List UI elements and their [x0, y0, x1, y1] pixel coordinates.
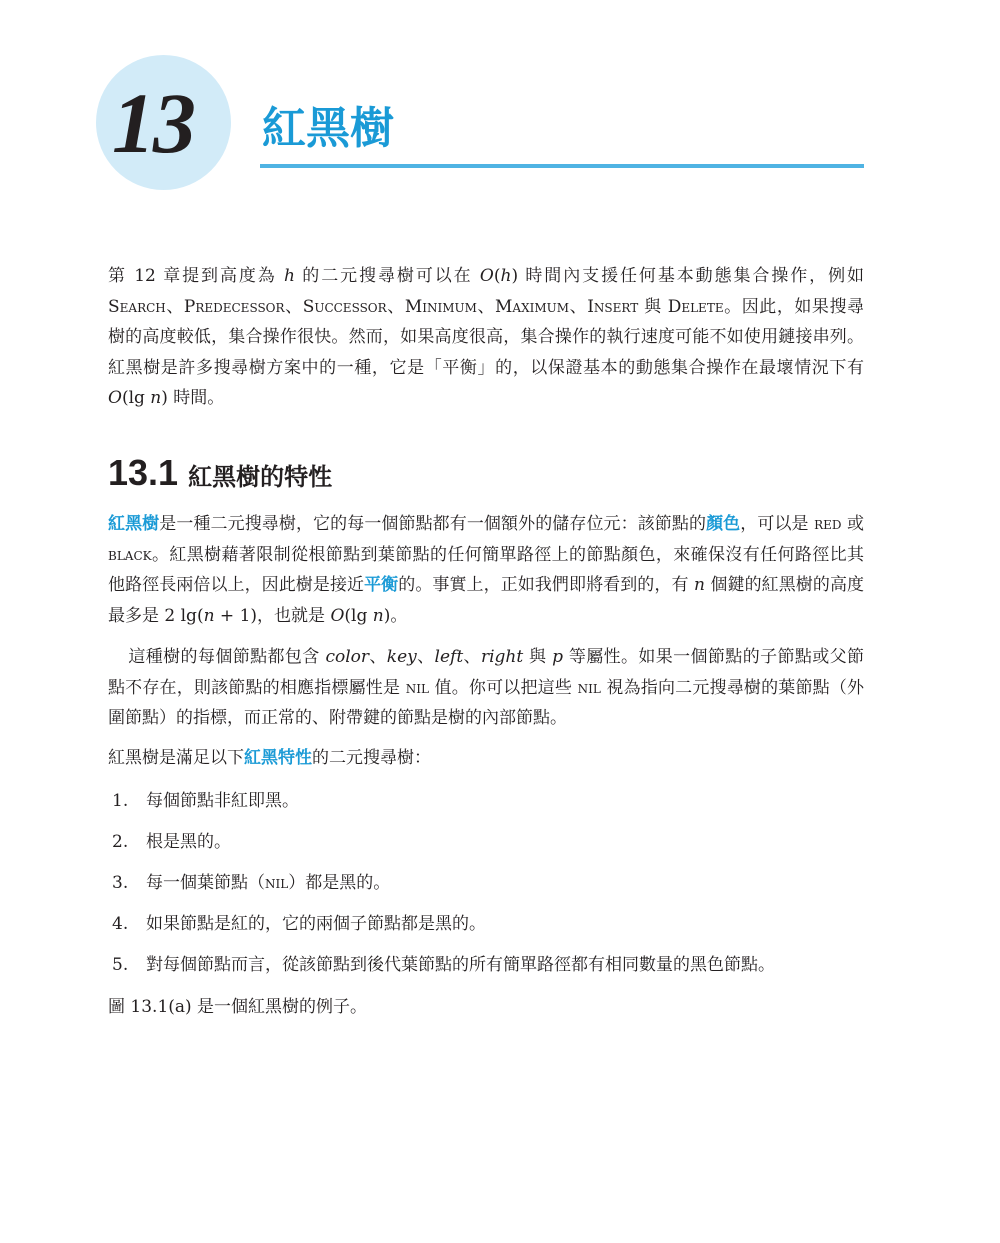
section-number: 13.1 — [108, 452, 179, 493]
list-item: 1. 每個節點非紅即黑。 — [112, 791, 299, 811]
chapter-title: 紅黑樹 — [262, 103, 394, 154]
section-title: 紅黑樹的特性 — [188, 463, 333, 491]
chapter-title-rule — [260, 164, 864, 168]
list-item: 4. 如果節點是紅的，它的兩個子節點都是黑的。 — [112, 914, 486, 934]
list-item: 3. 每一個葉節點（nil）都是黑的。 — [112, 873, 391, 893]
figure-reference: 圖 13.1(a) 是一個紅黑樹的例子。 — [108, 997, 368, 1017]
chapter-number: 13 — [112, 75, 194, 171]
red-black-properties-list — [112, 786, 864, 991]
intro-paragraph: 第 12 章提到高度為 h 的二元搜尋樹可以在 O(h) 時間內支援任何基本動態集合操作，例如 Search、Predecessor、Successor、Minimum、Maximum、Insert 與 Delete。因此，如果搜尋樹的高度較低，集合操作很快。然而，如果高度很高，集合操作的執行速度可能不如使用鏈接串列。紅黑樹是許多搜尋樹方案中的一種，它是「平衡」的，以保證基本的動態集合操作在最壞情況下有 O(lg n) 時間。 — [108, 266, 865, 408]
list-item: 5. 對每個節點而言，從該節點到後代葉節點的所有簡單路徑都有相同數量的黑色節點。 — [112, 955, 775, 975]
section-heading — [108, 452, 332, 494]
definition-paragraph: 紅黑樹是一種二元搜尋樹，它的每一個節點都有一個額外的儲存位元：該節點的顏色，可以是 red 或 black。紅黑樹藉著限制從根節點到葉節點的任何簡單路徑上的節點顏色，來確保沒有任何路徑比其他路徑長兩倍以上，因此樹是接近平衡的。事實上，正如我們即將看到的，有 n 個鍵的紅黑樹的高度最多是 2 lg(n + 1)，也就是 O(lg n)。 — [108, 514, 865, 626]
list-item: 2. 根是黑的。 — [112, 832, 231, 852]
attributes-paragraph: 這種樹的每個節點都包含 color、key、left、right 與 p 等屬性。如果一個節點的子節點或父節點不存在，則該節點的相應指標屬性是 nil 值。你可以把這些 nil 視為指向二元搜尋樹的葉節點（外圍節點）的指標，而正常的、附帶鍵的節點是樹的內部節點。 — [108, 647, 865, 728]
properties-intro: 紅黑樹是滿足以下紅黑特性的二元搜尋樹： — [108, 748, 431, 768]
